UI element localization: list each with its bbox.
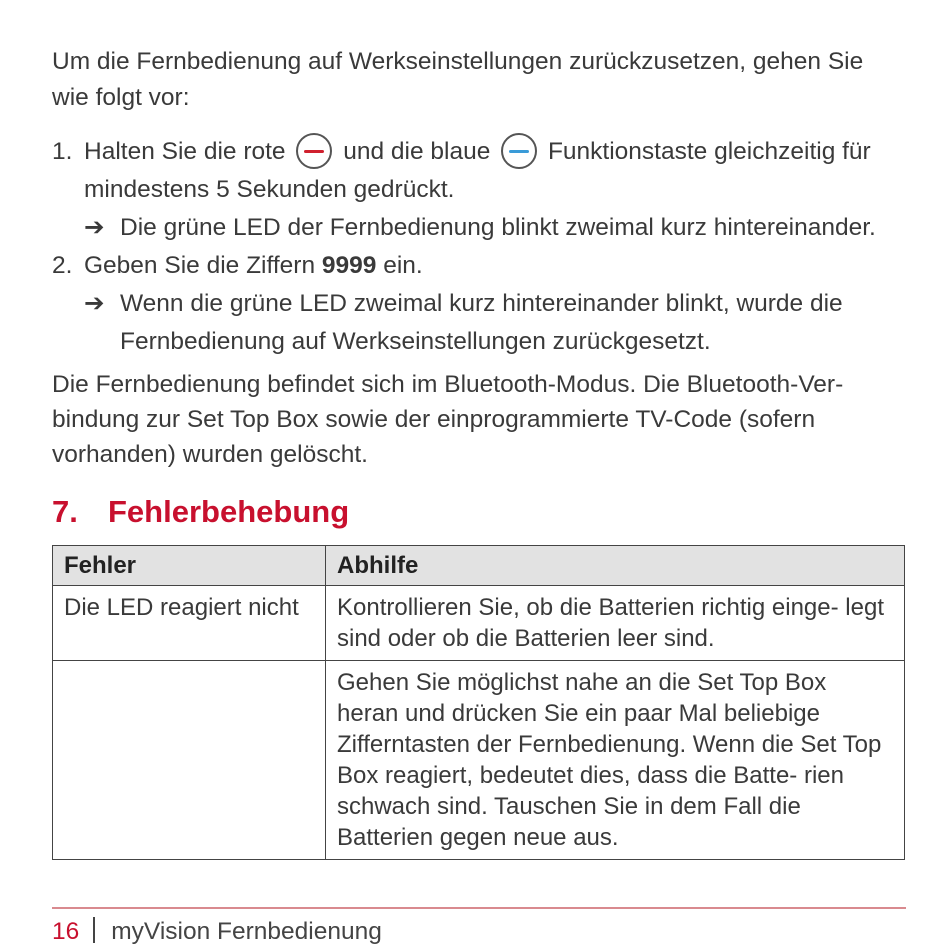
table-cell: Die LED reagiert nicht	[53, 586, 326, 661]
footer-separator	[93, 917, 95, 943]
table-cell	[53, 661, 326, 860]
step-2	[52, 247, 906, 285]
result-text: Wenn die grüne LED zweimal kurz hintereinander blinkt, wurde die Fernbedienung auf Werkseinstellungen zurückgesetzt.	[120, 290, 843, 355]
step-text-part: Halten Sie die rote	[84, 138, 286, 165]
bluetooth-note: Die Fernbedienung befindet sich im Bluetooth-Modus. Die Bluetooth-Ver- bindung zur Set Top Box sowie der einprogrammierte TV-Code (sofern vorhanden) wurden gelöscht.	[52, 371, 844, 468]
step-1-result	[52, 209, 906, 247]
arrow-right-icon: ➔	[84, 290, 105, 317]
intro-text: Um die Fernbedienung auf Werkseinstellungen zurückzusetzen, gehen Sie wie folgt vor:	[52, 48, 864, 111]
step-text-part: Geben Sie die Ziffern	[84, 252, 316, 279]
section-number: 7.	[52, 494, 78, 529]
step-text-part: ein.	[383, 252, 423, 279]
page-content	[52, 44, 906, 860]
section-heading	[52, 492, 906, 532]
column-header: Fehler	[53, 546, 326, 586]
digit-code: 9999	[321, 252, 377, 279]
red-function-key-icon	[296, 133, 332, 169]
table-row	[53, 586, 905, 661]
step-text-part: Funktionstaste gleichzeitig für mindestens 5 Sekunden gedrückt.	[84, 138, 871, 203]
step-1	[52, 133, 906, 209]
section-title: Fehlerbehebung	[108, 494, 350, 529]
step-text-part: und die blaue	[343, 138, 491, 165]
column-header: Abhilfe	[326, 546, 905, 586]
document-title: myVision Fernbedienung	[111, 918, 382, 945]
page-footer	[52, 914, 382, 950]
blue-function-key-icon	[501, 133, 537, 169]
troubleshooting-table	[52, 545, 905, 860]
step-2-result	[52, 285, 906, 361]
arrow-right-icon: ➔	[84, 214, 105, 241]
page-number: 16	[52, 918, 80, 945]
table-cell: Gehen Sie möglichst nahe an die Set Top Box heran und drücken Sie ein paar Mal beliebige Zifferntasten der Fernbedienung. Wenn die Set Top Box reagiert, bedeutet dies, dass die Batte- rien schwach sind. Tauschen Sie in dem Fall die Batterien gegen neue aus.	[326, 661, 905, 860]
footer-divider	[52, 907, 906, 909]
table-header-row	[53, 546, 905, 586]
step-number: 2.	[52, 252, 73, 279]
step-number: 1.	[52, 138, 73, 165]
result-text: Die grüne LED der Fernbedienung blinkt zweimal kurz hintereinander.	[120, 214, 876, 241]
table-cell: Kontrollieren Sie, ob die Batterien richtig einge- legt sind oder ob die Batterien leer sind.	[326, 586, 905, 661]
table-row	[53, 661, 905, 860]
